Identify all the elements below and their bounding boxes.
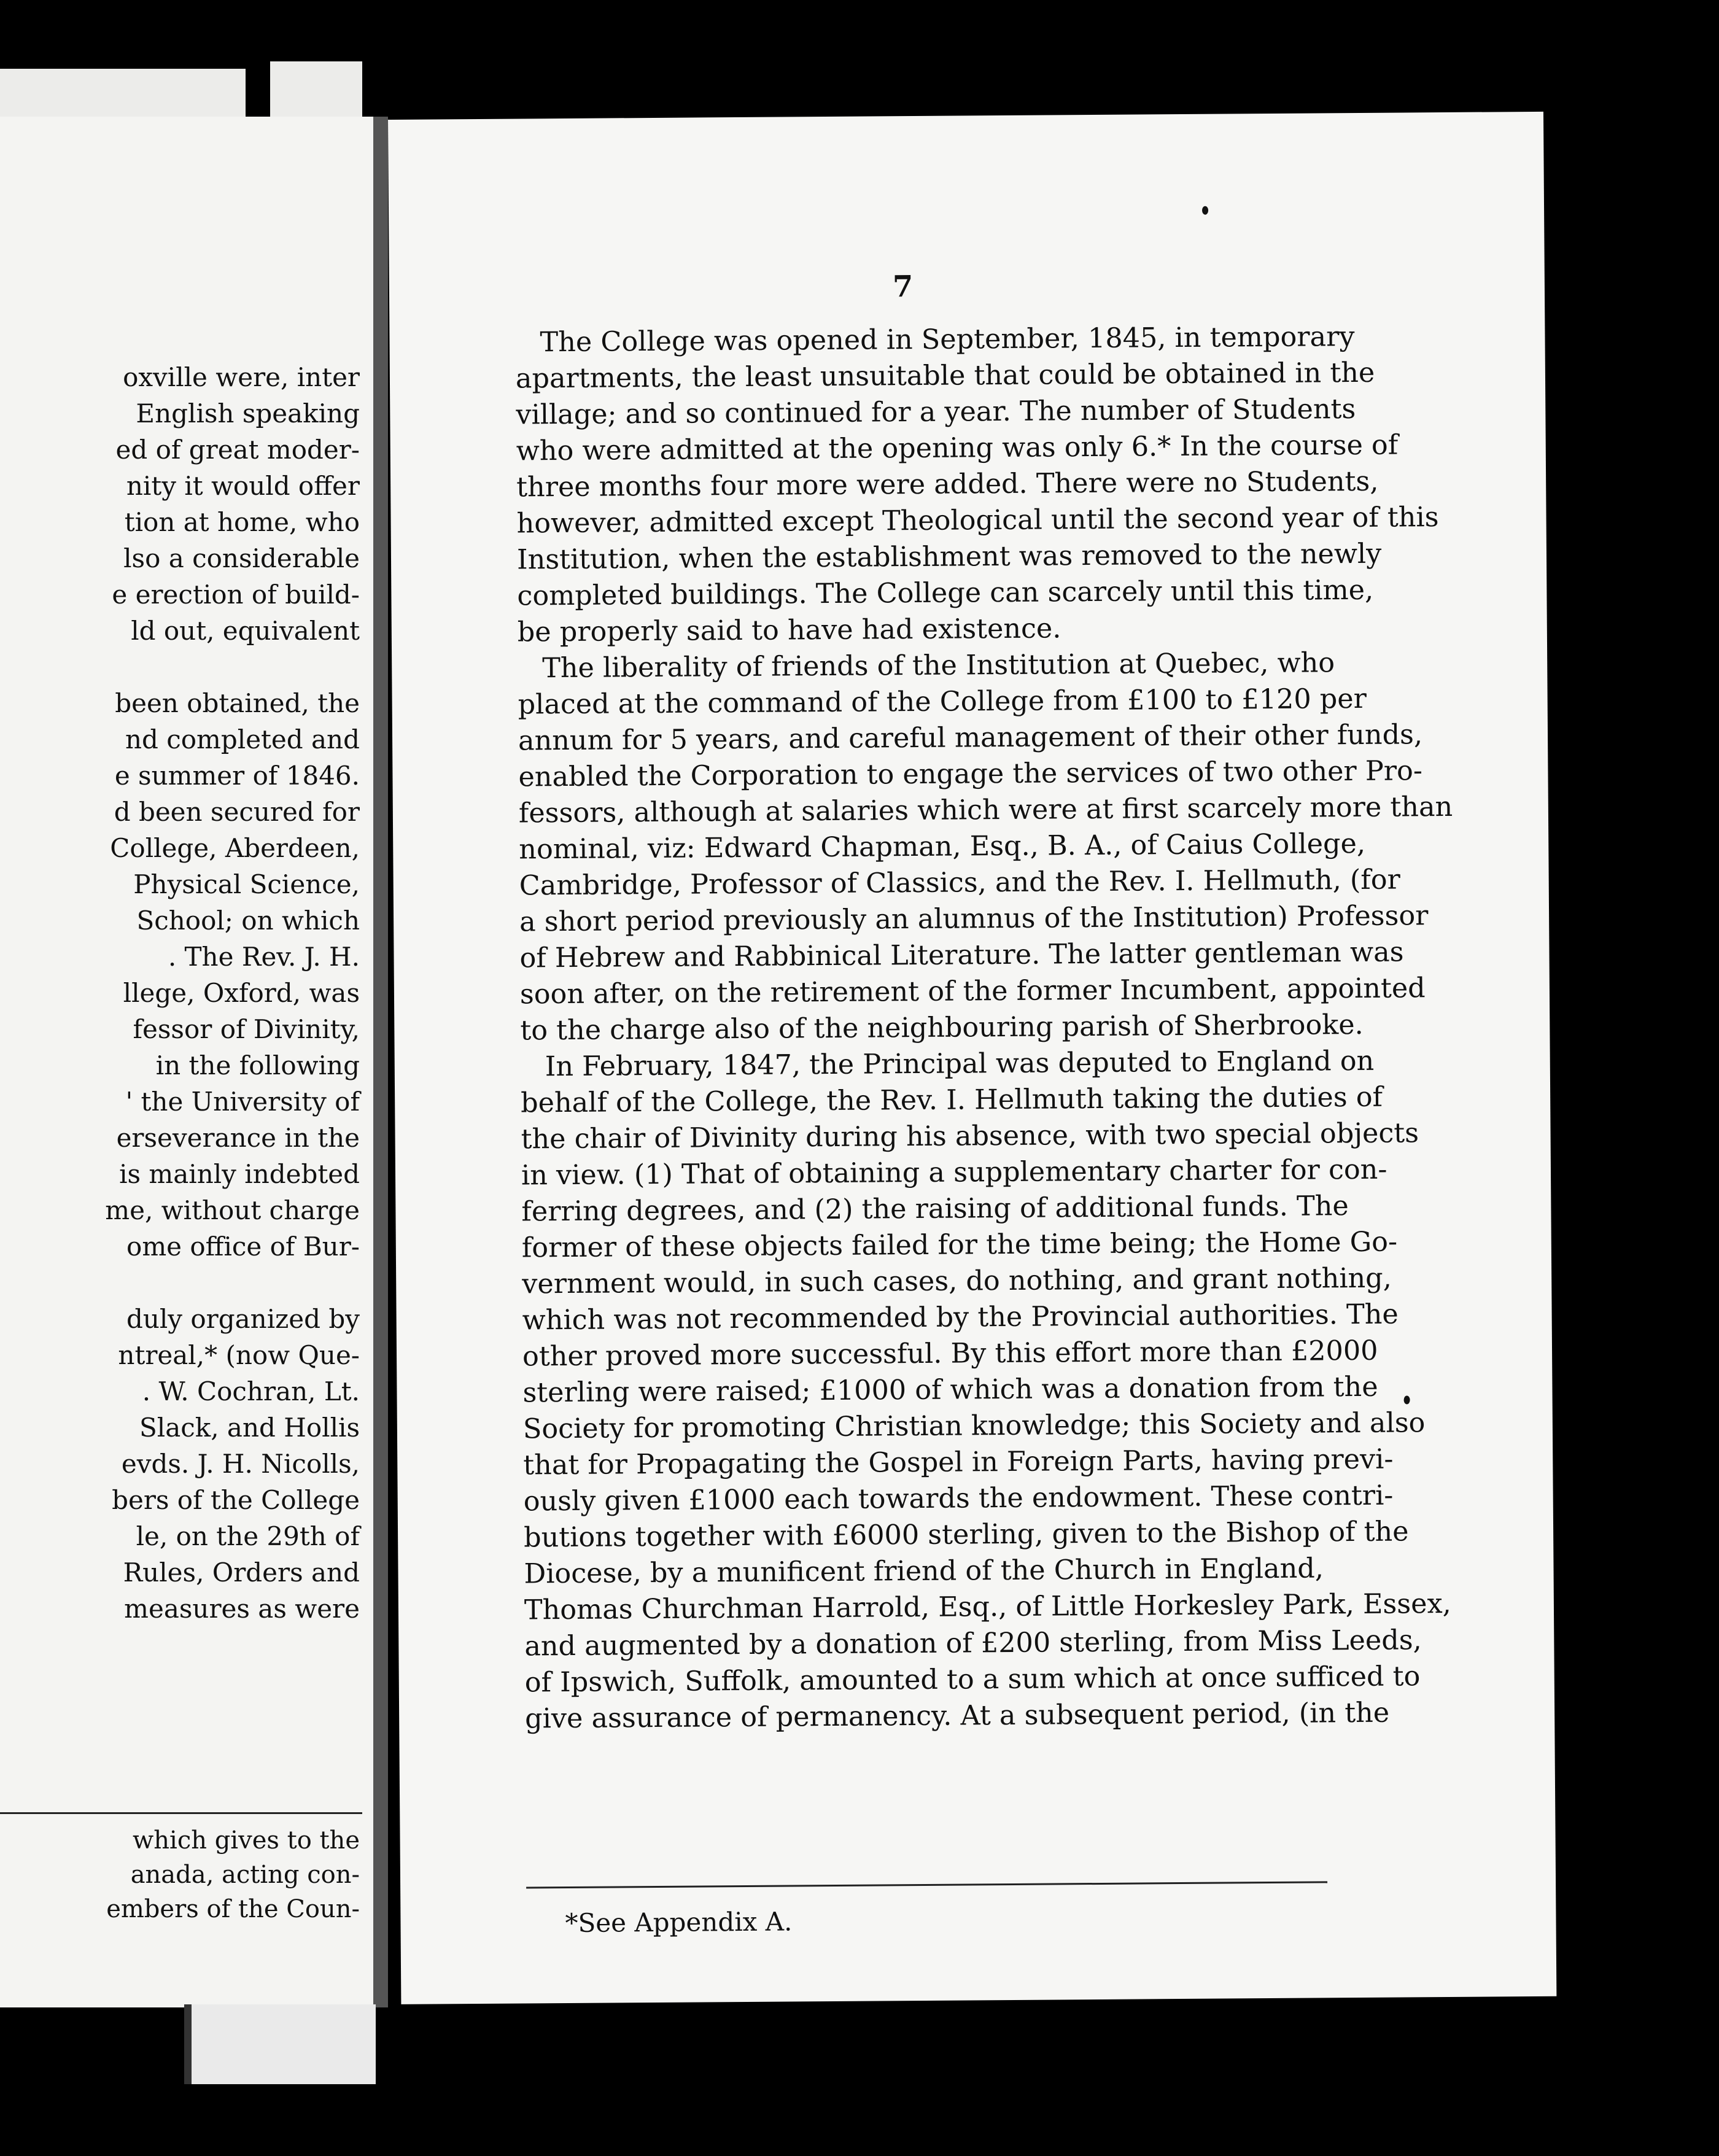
- text-line: other proved more successful. By this effort more than £2000: [522, 1335, 1378, 1373]
- page-body-text: [515, 319, 1453, 1737]
- text-line: Thomas Churchman Harrold, Esq., of Little Horkesley Park, Essex,: [524, 1588, 1451, 1626]
- book-gutter: [373, 117, 388, 2007]
- left-text-line: evds. J. H. Nicolls,: [121, 1449, 360, 1479]
- left-text-line: in the following: [155, 1050, 360, 1080]
- text-line: that for Propagating the Gospel in Foreign Parts, having previ-: [523, 1443, 1394, 1481]
- left-text-line: measures as were: [124, 1594, 360, 1624]
- left-text-line: ntreal,* (now Que-: [118, 1340, 360, 1370]
- left-text-line: Physical Science,: [133, 869, 360, 899]
- left-footnote-rule: [0, 1812, 362, 1814]
- text-line: fessors, although at salaries which were at first scarcely more than: [518, 791, 1453, 829]
- text-line: The College was opened in September, 1845, in temporary: [540, 321, 1355, 359]
- left-page-footnote: [0, 1823, 360, 1926]
- text-line: three months four more were added. There were no Students,: [516, 465, 1379, 503]
- text-line: soon after, on the retirement of the former Incumbent, appointed: [519, 972, 1426, 1010]
- left-text-line: me, without charge: [105, 1195, 360, 1225]
- page-edge-bottom: [184, 2004, 376, 2084]
- left-text-line: ed of great moder-: [115, 435, 360, 465]
- text-line: a short period previously an alumnus of the Institution) Professor: [519, 900, 1429, 938]
- left-text-line: e erection of build-: [112, 580, 360, 610]
- left-page: [0, 117, 379, 2007]
- left-footnote-line: which gives to the: [133, 1826, 360, 1855]
- right-page: [388, 112, 1556, 2004]
- left-text-line: ' the University of: [125, 1087, 360, 1117]
- text-line: and augmented by a donation of £200 sterling, from Miss Leeds,: [524, 1624, 1422, 1662]
- text-line: village; and so continued for a year. The number of Students: [516, 394, 1356, 431]
- text-line: ously given £1000 each towards the endowment. These contri-: [523, 1479, 1394, 1518]
- text-line: enabled the Corporation to engage the services of two other Pro-: [518, 755, 1423, 793]
- text-line: ferring degrees, and (2) the raising of additional funds. The: [521, 1190, 1349, 1228]
- left-text-line: ome office of Bur-: [126, 1231, 360, 1262]
- left-text-line: d been secured for: [114, 797, 360, 827]
- speck-mark: [1404, 1395, 1410, 1404]
- text-line: placed at the command of the College from £100 to £120 per: [518, 683, 1367, 721]
- text-line: Diocese, by a munificent friend of the Church in England,: [524, 1553, 1324, 1590]
- text-line: in view. (1) That of obtaining a supplementary charter for con-: [521, 1154, 1387, 1192]
- footnote-rule: [526, 1881, 1327, 1888]
- page-tab-top: [270, 61, 362, 120]
- left-line-gap: [0, 1265, 360, 1301]
- left-text-line: fessor of Divinity,: [133, 1014, 360, 1044]
- left-text-line: English speaking: [136, 398, 360, 428]
- left-text-line: erseverance in the: [116, 1123, 360, 1153]
- left-line-gap: [0, 649, 360, 685]
- left-text-line: Slack, and Hollis: [139, 1413, 360, 1443]
- text-line: the chair of Divinity during his absence, with two special objects: [521, 1117, 1419, 1155]
- text-line: apartments, the least unsuitable that could be obtained in the: [515, 357, 1375, 395]
- text-line: In February, 1847, the Principal was deputed to England on: [545, 1045, 1375, 1083]
- left-text-line: oxville were, inter: [123, 362, 360, 392]
- left-text-line: . W. Cochran, Lt.: [142, 1376, 360, 1406]
- text-line: however, admitted except Theological until the second year of this: [516, 502, 1439, 540]
- text-line: give assurance of permanency. At a subsequent period, (in the: [525, 1697, 1390, 1735]
- left-text-line: . The Rev. J. H.: [168, 942, 360, 972]
- text-line: sterling were raised; £1000 of which was a donation from the: [522, 1371, 1378, 1409]
- left-text-line: llege, Oxford, was: [123, 978, 360, 1008]
- text-line: to the charge also of the neighbouring parish of Sherbrooke.: [520, 1009, 1364, 1047]
- left-text-line: Rules, Orders and: [123, 1557, 360, 1588]
- left-footnote-line: anada, acting con-: [130, 1861, 360, 1889]
- left-text-line: duly organized by: [126, 1304, 360, 1334]
- text-line: vernment would, in such cases, do nothing, and grant nothing,: [522, 1262, 1392, 1300]
- text-line: nominal, viz: Edward Chapman, Esq., B. A., of Caius College,: [519, 828, 1366, 866]
- left-page-text: [0, 359, 360, 1627]
- text-line: completed buildings. The College can scarcely until this time,: [517, 574, 1374, 612]
- footnote: *See Appendix A.: [565, 1906, 793, 1939]
- text-line: The liberality of friends of the Institution at Quebec, who: [542, 647, 1335, 684]
- text-line: of Ipswich, Suffolk, amounted to a sum which at once sufficed to: [524, 1661, 1421, 1699]
- text-line: former of these objects failed for the time being; the Home Go-: [521, 1226, 1398, 1264]
- left-text-line: is mainly indebted: [119, 1159, 360, 1189]
- left-text-line: School; on which: [136, 905, 360, 936]
- left-text-line: been obtained, the: [115, 688, 360, 718]
- text-line: behalf of the College, the Rev. I. Hellmuth taking the duties of: [521, 1081, 1383, 1119]
- left-text-line: bers of the College: [112, 1485, 360, 1515]
- left-text-line: College, Aberdeen,: [110, 833, 360, 863]
- text-line: be properly said to have had existence.: [517, 613, 1061, 648]
- text-line: which was not recommended by the Provincial authorities. The: [522, 1298, 1399, 1336]
- left-text-line: lso a considerable: [123, 543, 360, 573]
- text-line: who were admitted at the opening was only 6.* In the course of: [516, 429, 1399, 467]
- left-footnote-line: embers of the Coun-: [106, 1895, 360, 1923]
- page-number: 7: [892, 270, 914, 304]
- left-text-line: le, on the 29th of: [136, 1521, 360, 1551]
- left-text-line: tion at home, who: [124, 507, 360, 537]
- left-text-line: ld out, equivalent: [131, 616, 360, 646]
- text-line: annum for 5 years, and careful management of their other funds,: [518, 719, 1423, 757]
- text-line: Society for promoting Christian knowledge; this Society and also: [522, 1407, 1426, 1445]
- left-text-line: nd completed and: [125, 724, 360, 754]
- text-line: Institution, when the establishment was removed to the newly: [516, 538, 1382, 576]
- page-edge-top: [0, 69, 246, 117]
- left-text-line: nity it would offer: [126, 471, 360, 501]
- text-line: Cambridge, Professor of Classics, and the Rev. I. Hellmuth, (for: [519, 864, 1400, 902]
- text-line: butions together with £6000 sterling, given to the Bishop of the: [523, 1516, 1409, 1554]
- text-line: of Hebrew and Rabbinical Literature. The latter gentleman was: [519, 936, 1404, 974]
- speck-mark: [1202, 206, 1208, 215]
- left-text-line: e summer of 1846.: [114, 761, 360, 791]
